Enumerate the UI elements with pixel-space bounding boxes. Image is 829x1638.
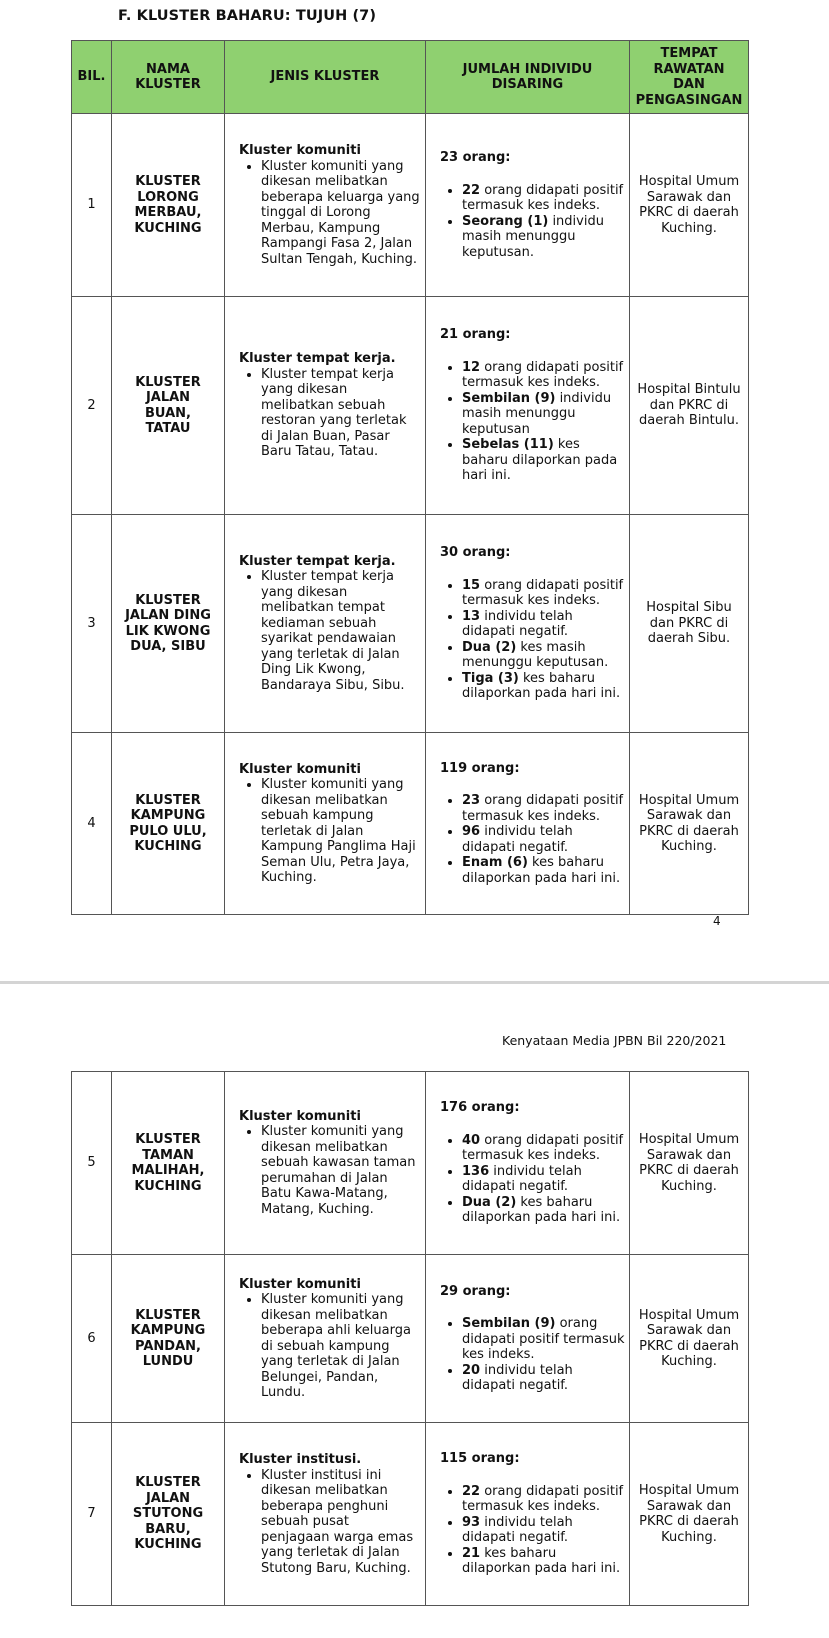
cell-bil: 5 xyxy=(72,1072,112,1255)
cluster-description: • Kluster komuniti yang dikesan melibatkan sebuah kampung terletak di Jalan Kampung Panglima Haji Seman Ulu, Petra Jaya, Kuching. xyxy=(261,777,421,886)
cell-tempat-rawatan: Hospital Umum Sarawak dan PKRC di daerah Kuching. xyxy=(630,1072,749,1255)
result-text: orang didapati positif termasuk kes indeks. xyxy=(462,1483,624,1515)
screening-result-item xyxy=(462,793,625,824)
screening-result-item xyxy=(462,391,625,438)
result-text: orang didapati positif termasuk kes indeks. xyxy=(462,182,624,213)
cluster-description-list xyxy=(239,1292,421,1401)
result-text: individu masih menunggu keputusan xyxy=(462,390,612,437)
cluster-name-line: LORONG xyxy=(137,189,199,205)
screening-result-item xyxy=(462,1546,625,1577)
cluster-name-line: BARU, xyxy=(145,1521,191,1537)
screening-results-list xyxy=(440,183,625,261)
result-count: 13 xyxy=(462,608,481,624)
header-jenis: JENIS KLUSTER xyxy=(225,41,426,114)
result-count: 20 xyxy=(462,1362,481,1378)
cell-nama-kluster xyxy=(112,1423,225,1606)
cell-bil: 4 xyxy=(72,733,112,915)
result-count: 15 xyxy=(462,577,481,593)
result-count: 93 xyxy=(462,1514,481,1530)
cell-jumlah-disaring xyxy=(426,1423,630,1606)
cluster-name-line: KUCHING xyxy=(134,1178,202,1194)
cell-bil: 7 xyxy=(72,1423,112,1606)
result-text: individu telah didapati negatif. xyxy=(462,824,573,855)
cell-bil: 3 xyxy=(72,515,112,733)
screening-result-item xyxy=(462,1195,625,1226)
cluster-type: Kluster institusi. xyxy=(239,1452,362,1467)
result-text: orang didapati positif termasuk kes indeks. xyxy=(462,1132,624,1164)
result-count: 12 xyxy=(462,359,481,375)
cluster-name-line: KAMPUNG xyxy=(130,808,206,823)
cell-nama-kluster xyxy=(112,1255,225,1423)
screened-total: 115 orang: xyxy=(440,1451,520,1467)
screening-result-item xyxy=(462,824,625,855)
screened-total: 30 orang: xyxy=(440,545,511,561)
screening-result-item xyxy=(462,437,625,484)
cluster-description-list xyxy=(239,1124,421,1217)
cluster-type: Kluster komuniti xyxy=(239,1108,361,1124)
result-count: Dua (2) xyxy=(462,1194,517,1210)
cell-tempat-rawatan: Hospital Umum Sarawak dan PKRC di daerah Kuching. xyxy=(630,1255,749,1423)
screening-result-item xyxy=(462,1164,625,1195)
cell-jumlah-disaring xyxy=(426,733,630,915)
cluster-table-page-2 xyxy=(71,1071,749,1606)
cluster-description: • Kluster tempat kerja yang dikesan melibatkan tempat kediaman sebuah syarikat pendawaian yang terletak di Jalan Ding Lik Kwong, Bandaraya Sibu, Sibu. xyxy=(261,569,421,693)
table-row xyxy=(72,733,749,915)
cluster-name-line: JALAN xyxy=(145,1490,191,1506)
result-count: 21 xyxy=(462,1545,481,1561)
cluster-type: Kluster komuniti xyxy=(239,143,361,158)
result-text: kes baharu dilaporkan pada hari ini. xyxy=(462,437,618,484)
screening-result-item xyxy=(462,1484,625,1515)
cluster-name-line: KLUSTER xyxy=(135,592,201,608)
page-divider xyxy=(0,981,829,984)
cluster-type: Kluster tempat kerja. xyxy=(239,553,396,569)
screening-results-list xyxy=(440,1484,625,1577)
cell-jenis-kluster xyxy=(225,1255,426,1423)
result-count: 22 xyxy=(462,182,481,198)
cluster-description-list xyxy=(239,1468,421,1577)
cell-jenis-kluster xyxy=(225,733,426,915)
cluster-name-line: KUCHING xyxy=(134,839,202,854)
cluster-description-list xyxy=(239,159,421,268)
screening-result-item xyxy=(462,1316,625,1363)
screened-total: 21 orang: xyxy=(440,327,511,343)
page-number: 4 xyxy=(713,914,721,928)
screening-result-item xyxy=(462,1515,625,1546)
cell-bil: 2 xyxy=(72,297,112,515)
cluster-name-line: KLUSTER xyxy=(135,174,201,189)
result-text: individu telah didapati negatif. xyxy=(462,1514,573,1546)
header-tempat: TEMPAT RAWATAN DAN PENGASINGAN xyxy=(630,41,749,114)
cell-jumlah-disaring xyxy=(426,1072,630,1255)
table-header-row xyxy=(72,41,749,114)
result-text: orang didapati positif termasuk kes indeks. xyxy=(462,1316,625,1362)
cluster-name-line: LUNDU xyxy=(142,1354,194,1369)
screening-result-item xyxy=(462,360,625,391)
cluster-name-line: KUCHING xyxy=(134,1537,202,1553)
result-count: Sembilan (9) xyxy=(462,1316,556,1331)
cluster-name-line: TATAU xyxy=(145,421,191,436)
result-text: kes baharu dilaporkan pada hari ini. xyxy=(462,1194,621,1226)
result-text: kes baharu dilaporkan pada hari ini. xyxy=(462,670,621,702)
screened-total: 29 orang: xyxy=(440,1283,511,1299)
cluster-name-line: TAMAN xyxy=(142,1147,194,1163)
screening-result-item xyxy=(462,214,625,261)
screening-result-item xyxy=(462,609,625,640)
table-row xyxy=(72,114,749,297)
cell-bil: 6 xyxy=(72,1255,112,1423)
screening-result-item xyxy=(462,671,625,702)
cluster-description: • Kluster komuniti yang dikesan melibatkan beberapa ahli keluarga di sebuah kampung yang terletak di Jalan Belungei, Pandan, Lundu. xyxy=(261,1292,421,1401)
screening-results-list xyxy=(440,1133,625,1226)
cluster-name-line: JALAN xyxy=(145,390,191,405)
document-reference: Kenyataan Media JPBN Bil 220/2021 xyxy=(502,1033,727,1048)
cluster-name-line: KLUSTER xyxy=(135,1307,201,1323)
screening-result-item xyxy=(462,1133,625,1164)
header-nama: NAMA KLUSTER xyxy=(112,41,225,114)
header-jumlah: JUMLAH INDIVIDU DISARING xyxy=(426,41,630,114)
cell-tempat-rawatan: Hospital Sibu dan PKRC di daerah Sibu. xyxy=(630,515,749,733)
cluster-type: Kluster komuniti xyxy=(239,1276,361,1292)
screened-total: 119 orang: xyxy=(440,760,520,776)
cell-jenis-kluster xyxy=(225,1072,426,1255)
cell-nama-kluster xyxy=(112,1072,225,1255)
table-row xyxy=(72,1423,749,1606)
cluster-name-line: BUAN, xyxy=(145,405,191,421)
cluster-name-line: KLUSTER xyxy=(135,1475,201,1491)
cluster-table-page-1 xyxy=(71,40,749,915)
cell-jumlah-disaring xyxy=(426,515,630,733)
cluster-name-line: KLUSTER xyxy=(135,374,201,390)
result-count: Dua (2) xyxy=(462,639,517,655)
cell-jumlah-disaring xyxy=(426,1255,630,1423)
result-count: 22 xyxy=(462,1483,481,1499)
cluster-description: • Kluster institusi ini dikesan melibatkan beberapa penghuni sebuah pusat penjagaan warga emas yang terletak di Jalan Stutong Baru, Kuching. xyxy=(261,1468,421,1577)
cell-tempat-rawatan: Hospital Umum Sarawak dan PKRC di daerah Kuching. xyxy=(630,114,749,297)
cluster-description-list xyxy=(239,569,421,693)
result-count: Seorang (1) xyxy=(462,213,549,229)
screening-result-item xyxy=(462,640,625,671)
cluster-description: • Kluster komuniti yang dikesan melibatkan sebuah kawasan taman perumahan di Jalan Batu Kawa-Matang, Matang, Kuching. xyxy=(261,1124,421,1217)
cell-jumlah-disaring xyxy=(426,114,630,297)
cluster-type: Kluster komuniti xyxy=(239,761,361,777)
result-count: Sebelas (11) xyxy=(462,437,554,453)
result-count: 23 xyxy=(462,793,481,809)
screening-result-item xyxy=(462,578,625,609)
cluster-name-line: MERBAU, xyxy=(134,205,202,220)
cell-tempat-rawatan: Hospital Bintulu dan PKRC di daerah Bintulu. xyxy=(630,297,749,515)
result-text: kes baharu dilaporkan pada hari ini. xyxy=(462,1545,621,1577)
result-count: 96 xyxy=(462,824,481,840)
cell-jumlah-disaring xyxy=(426,297,630,515)
screening-results-list xyxy=(440,360,625,484)
table-row xyxy=(72,1072,749,1255)
cluster-name-line: PANDAN, xyxy=(135,1338,201,1354)
cell-jenis-kluster xyxy=(225,515,426,733)
cell-jenis-kluster xyxy=(225,1423,426,1606)
result-text: individu telah didapati negatif. xyxy=(462,608,573,640)
section-title: F. KLUSTER BAHARU: TUJUH (7) xyxy=(118,8,377,24)
cluster-name-line: DUA, SIBU xyxy=(130,639,206,654)
cell-jenis-kluster xyxy=(225,297,426,515)
cell-tempat-rawatan: Hospital Umum Sarawak dan PKRC di daerah Kuching. xyxy=(630,1423,749,1606)
result-text: individu masih menunggu keputusan. xyxy=(462,213,604,260)
result-count: Sembilan (9) xyxy=(462,390,556,406)
result-text: individu telah didapati negatif. xyxy=(462,1163,582,1195)
cell-nama-kluster xyxy=(112,297,225,515)
screening-result-item xyxy=(462,183,625,214)
cluster-name-line: KAMPUNG xyxy=(130,1323,206,1338)
result-count: 136 xyxy=(462,1163,490,1179)
screening-result-item xyxy=(462,855,625,886)
cluster-name-line: STUTONG xyxy=(132,1506,204,1522)
table-row xyxy=(72,515,749,733)
screened-total: 176 orang: xyxy=(440,1100,520,1116)
cluster-name-line: KLUSTER xyxy=(135,792,201,808)
screening-results-list xyxy=(440,578,625,702)
cluster-name-line: JALAN DING xyxy=(125,608,211,623)
cluster-name-line: LIK KWONG xyxy=(125,623,211,639)
cluster-description-list xyxy=(239,777,421,886)
cell-bil: 1 xyxy=(72,114,112,297)
header-bil: BIL. xyxy=(72,41,112,114)
table-row xyxy=(72,1255,749,1423)
cell-nama-kluster xyxy=(112,114,225,297)
cell-tempat-rawatan: Hospital Umum Sarawak dan PKRC di daerah Kuching. xyxy=(630,733,749,915)
screening-result-item xyxy=(462,1363,625,1394)
result-text: individu telah didapati negatif. xyxy=(462,1362,573,1393)
cluster-description: • Kluster tempat kerja yang dikesan melibatkan sebuah restoran yang terletak di Jalan Buan, Pasar Baru Tatau, Tatau. xyxy=(261,367,421,460)
cluster-name-line: KLUSTER xyxy=(135,1132,201,1147)
result-count: Enam (6) xyxy=(462,855,528,871)
cluster-name-line: MALIHAH, xyxy=(131,1163,205,1178)
cluster-name-line: KUCHING xyxy=(134,220,202,236)
screening-results-list xyxy=(440,1316,625,1394)
result-text: orang didapati positif termasuk kes indeks. xyxy=(462,359,624,391)
cell-jenis-kluster xyxy=(225,114,426,297)
result-text: kes masih menunggu keputusan. xyxy=(462,639,609,671)
cluster-type: Kluster tempat kerja. xyxy=(239,351,396,367)
result-count: 40 xyxy=(462,1132,481,1148)
result-text: orang didapati positif termasuk kes indeks. xyxy=(462,577,624,609)
cluster-description: • Kluster komuniti yang dikesan melibatkan beberapa keluarga yang tinggal di Lorong Merbau, Kampung Rampangi Fasa 2, Jalan Sultan Tengah, Kuching. xyxy=(261,159,421,268)
screened-total: 23 orang: xyxy=(440,150,511,165)
cluster-description-list xyxy=(239,367,421,460)
result-text: orang didapati positif termasuk kes indeks. xyxy=(462,793,624,824)
screening-results-list xyxy=(440,793,625,886)
cell-nama-kluster xyxy=(112,515,225,733)
table-row xyxy=(72,297,749,515)
result-count: Tiga (3) xyxy=(462,670,519,686)
cell-nama-kluster xyxy=(112,733,225,915)
result-text: kes baharu dilaporkan pada hari ini. xyxy=(462,855,621,886)
cluster-name-line: PULO ULU, xyxy=(129,823,207,839)
